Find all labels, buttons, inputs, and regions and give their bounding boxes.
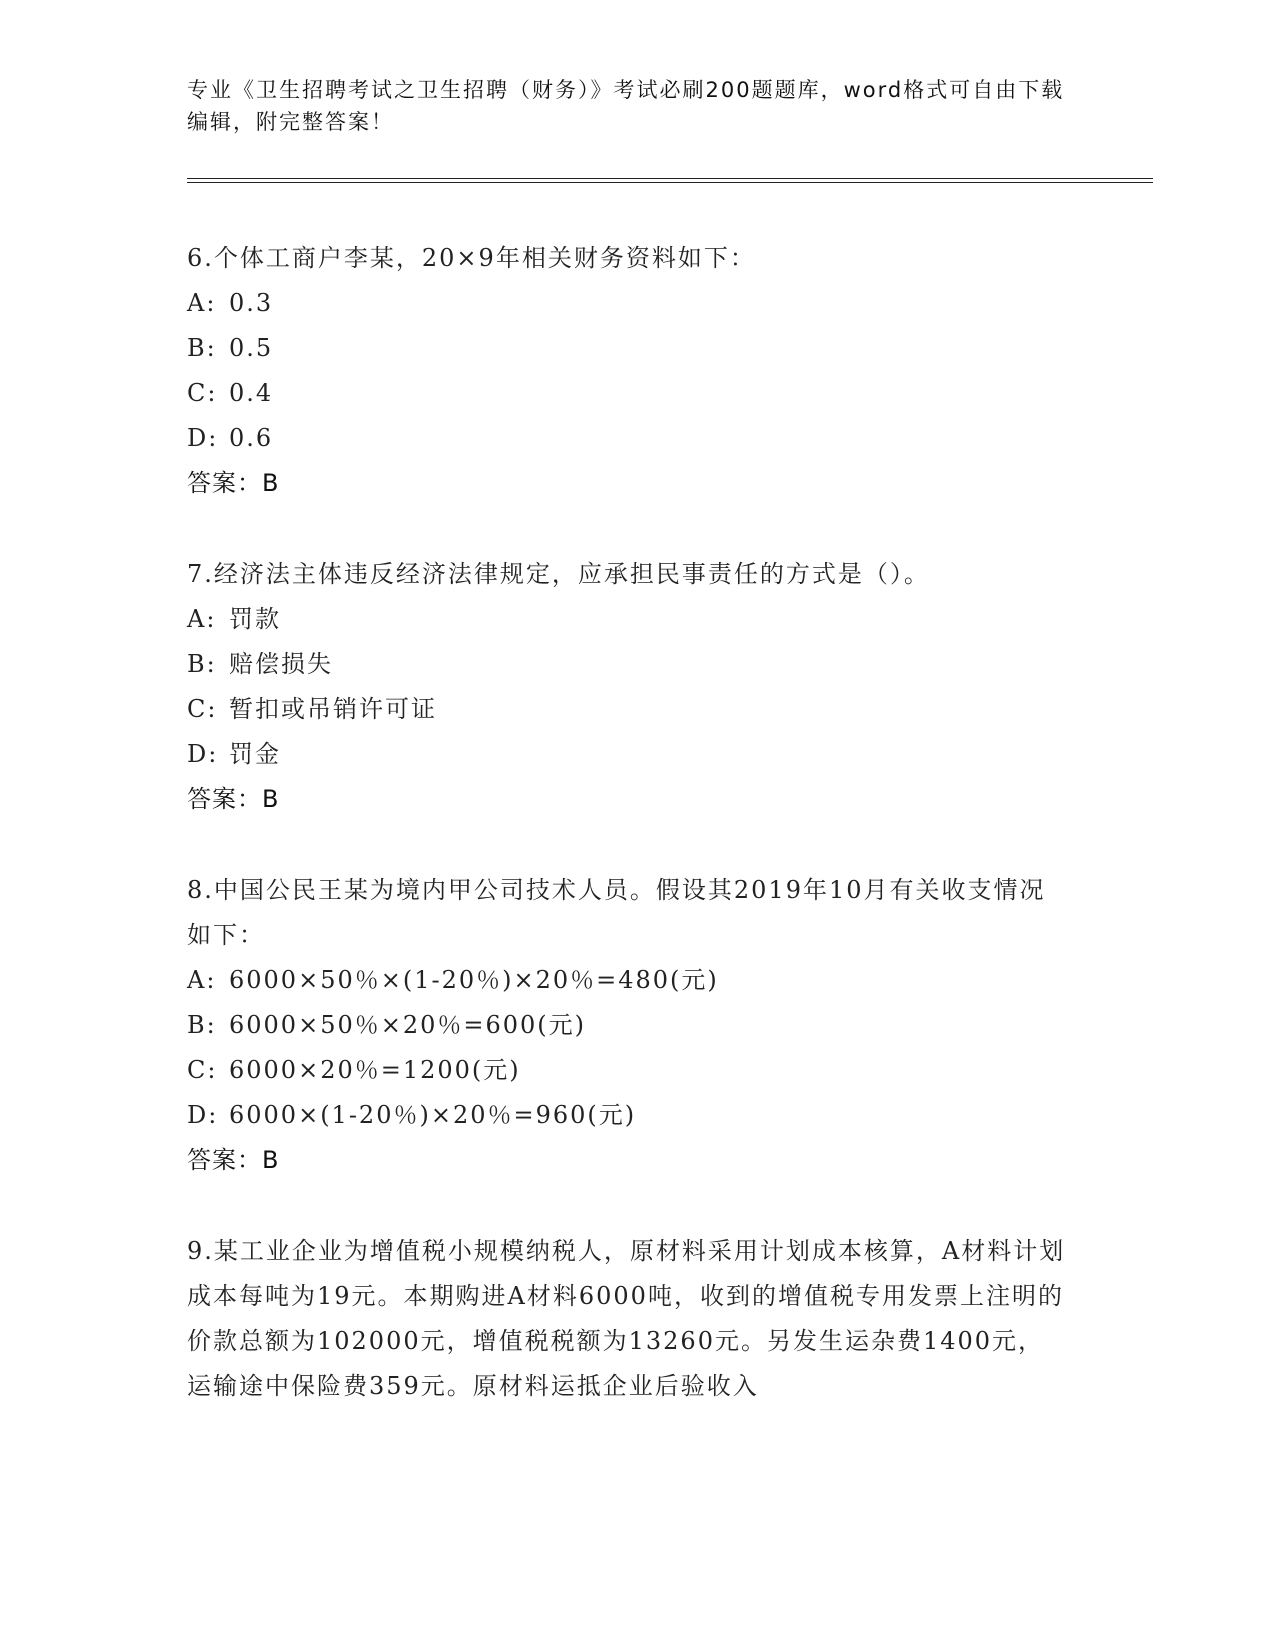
option-letter: D: xyxy=(187,424,219,452)
option-letter: C: xyxy=(187,379,218,407)
question-text: 7.经济法主体违反经济法律规定，应承担民事责任的方式是（）。 xyxy=(187,560,930,588)
option-letter: B: xyxy=(187,1011,217,1039)
document-header: 专业《卫生招聘考试之卫生招聘（财务）》考试必刷200题题库，word格式可自由下载编辑，附完整答案！ xyxy=(187,78,1065,134)
option-text: 罚金 xyxy=(229,740,281,768)
option-d xyxy=(187,416,1087,461)
header-divider-top xyxy=(187,178,1153,179)
question-8 xyxy=(187,868,1087,1183)
option-letter: A: xyxy=(187,289,217,317)
option-letter: D: xyxy=(187,1101,219,1129)
option-c xyxy=(187,1048,1087,1093)
option-d xyxy=(187,1093,1087,1138)
option-text: 6000×20％=1200(元) xyxy=(229,1056,521,1084)
answer: 答案：B xyxy=(187,1146,280,1174)
option-text: 0.4 xyxy=(229,379,274,407)
option-text: 0.6 xyxy=(229,424,274,452)
option-text: 6000×50％×20％=600(元) xyxy=(229,1011,587,1039)
option-letter: A: xyxy=(187,966,217,994)
option-letter: C: xyxy=(187,695,218,723)
question-list xyxy=(187,236,1087,1455)
question-6 xyxy=(187,236,1087,506)
option-text: 0.3 xyxy=(229,289,274,317)
option-c xyxy=(187,687,1087,732)
option-d xyxy=(187,732,1087,777)
option-a xyxy=(187,958,1087,1003)
option-a xyxy=(187,597,1087,642)
question-text: 8.中国公民王某为境内甲公司技术人员。假设其2019年10月有关收支情况如下： xyxy=(187,876,1046,949)
option-letter: A: xyxy=(187,605,217,633)
option-b xyxy=(187,1003,1087,1048)
option-letter: D: xyxy=(187,740,219,768)
option-text: 罚款 xyxy=(229,605,281,633)
option-text: 6000×50％×(1-20％)×20％=480(元) xyxy=(229,966,719,994)
question-9 xyxy=(187,1229,1087,1409)
option-b xyxy=(187,326,1087,371)
header-divider-bottom xyxy=(187,182,1153,183)
answer: 答案：B xyxy=(187,469,280,497)
option-text: 赔偿损失 xyxy=(229,650,333,678)
option-text: 6000×(1-20％)×20％=960(元) xyxy=(229,1101,637,1129)
option-a xyxy=(187,281,1087,326)
option-letter: B: xyxy=(187,334,217,362)
option-b xyxy=(187,642,1087,687)
question-text: 6.个体工商户李某，20×9年相关财务资料如下： xyxy=(187,244,756,272)
option-c xyxy=(187,371,1087,416)
answer: 答案：B xyxy=(187,785,280,813)
option-text: 暂扣或吊销许可证 xyxy=(229,695,437,723)
option-text: 0.5 xyxy=(229,334,274,362)
option-letter: C: xyxy=(187,1056,218,1084)
question-7 xyxy=(187,552,1087,822)
option-letter: B: xyxy=(187,650,217,678)
question-text: 9.某工业企业为增值税小规模纳税人，原材料采用计划成本核算，A材料计划成本每吨为19元。本期购进A材料6000吨，收到的增值税专用发票上注明的价款总额为102000元，增值税税额为13260元。另发生运杂费1400元，运输途中保险费359元。原材料运抵企业后验收入 xyxy=(187,1237,1066,1400)
